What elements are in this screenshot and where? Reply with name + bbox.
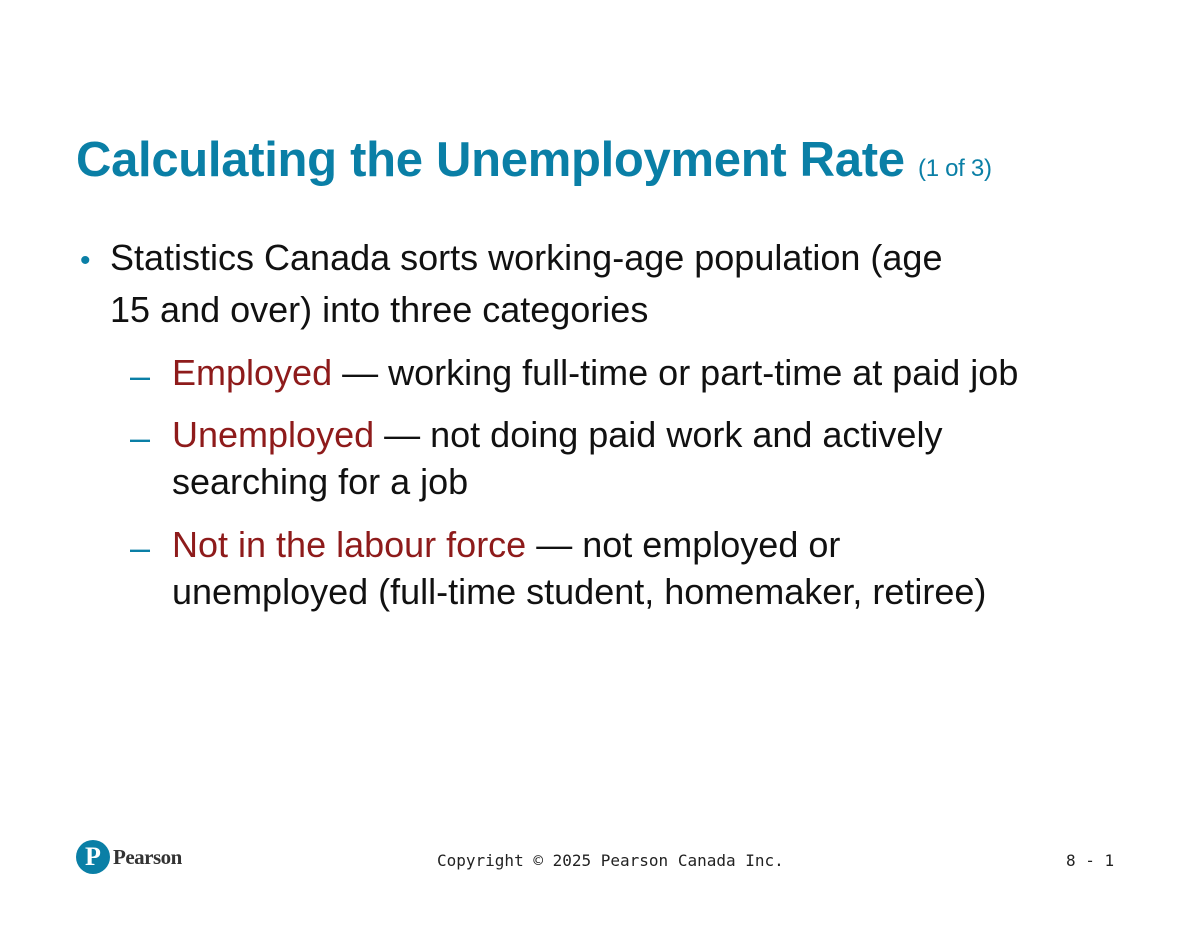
bullet-line-1: Statistics Canada sorts working-age population (age (110, 237, 943, 278)
slide-title (76, 132, 992, 188)
page-number: 8 - 1 (1066, 851, 1115, 870)
dash-icon: – (130, 417, 151, 458)
dash-icon: – (130, 355, 151, 396)
subitem-employed (172, 352, 1019, 393)
bullet-line-2: 15 and over) into three categories (110, 289, 649, 330)
term: Employed (172, 352, 333, 393)
term: Unemployed (172, 414, 375, 455)
subitem-unemployed-cont: searching for a job (172, 461, 469, 502)
dash-icon: – (130, 527, 151, 568)
pearson-logo-icon: P (76, 840, 110, 874)
term: Not in the labour force (172, 524, 527, 565)
copyright: Copyright © 2025 Pearson Canada Inc. (437, 851, 784, 870)
definition: — not employed or (526, 524, 841, 565)
bullet-icon: • (80, 244, 91, 277)
definition: — not doing paid work and actively (374, 414, 943, 455)
subitem-unemployed (172, 414, 943, 455)
title-part: (1 of 3) (918, 155, 992, 182)
pearson-logo (76, 840, 182, 874)
subitem-not-in-labour-force (172, 524, 841, 565)
title-main: Calculating the Unemployment Rate (76, 133, 905, 187)
pearson-logo-text: Pearson (113, 844, 182, 869)
subitem-not-in-labour-force-cont: unemployed (full-time student, homemaker, retiree) (172, 571, 987, 612)
definition: — working full-time or part-time at paid job (332, 352, 1019, 393)
